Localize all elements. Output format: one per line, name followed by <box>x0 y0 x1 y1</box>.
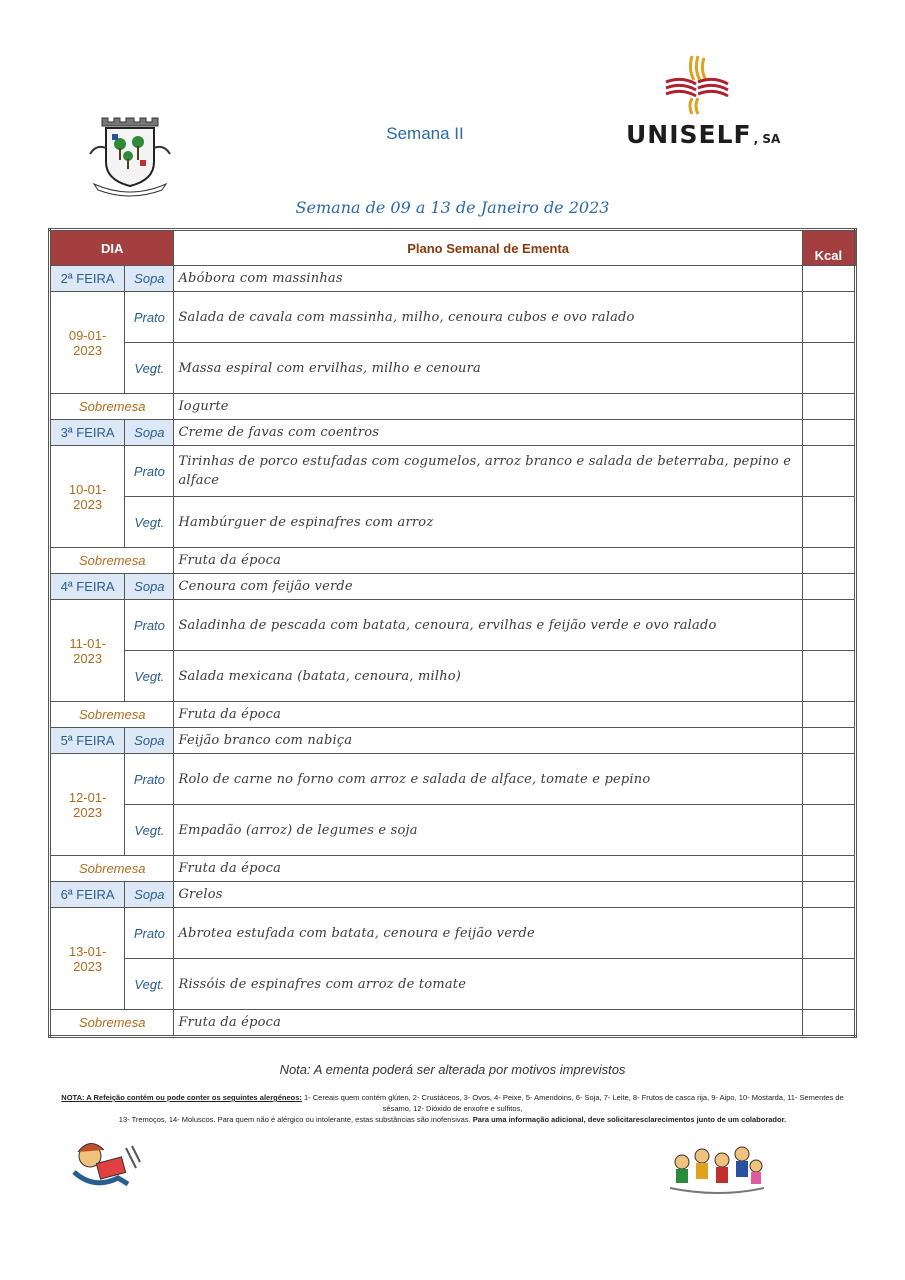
table-row <box>50 548 856 574</box>
table-header-row <box>50 230 856 266</box>
menu-note: Nota: A ementa poderá ser alterada por motivos imprevistos <box>279 1062 626 1077</box>
prato-label: Prato <box>125 908 174 959</box>
municipal-crest-logo <box>80 104 180 204</box>
table-row <box>50 651 856 702</box>
kcal-cell <box>802 882 855 908</box>
sopa-dish: Grelos <box>174 882 802 908</box>
kcal-cell <box>802 908 855 959</box>
table-row <box>50 574 856 600</box>
vegt-dish: Hambúrguer de espinafres com arroz <box>174 497 802 548</box>
vegt-dish: Salada mexicana (batata, cenoura, milho) <box>174 651 802 702</box>
table-row <box>50 702 856 728</box>
vegt-dish: Empadão (arroz) de legumes e soja <box>174 805 802 856</box>
weekday-cell: 4ª FEIRA <box>50 574 125 600</box>
sopa-dish: Cenoura com feijão verde <box>174 574 802 600</box>
vegt-label: Vegt. <box>125 959 174 1010</box>
vegt-label: Vegt. <box>125 497 174 548</box>
sobremesa-label: Sobremesa <box>50 548 174 574</box>
kcal-cell <box>802 702 855 728</box>
sobremesa-dish: Fruta da época <box>174 702 802 728</box>
col-header-dia: DIA <box>50 230 174 266</box>
sobremesa-dish: Fruta da época <box>174 856 802 882</box>
sopa-dish: Creme de favas com coentros <box>174 420 802 446</box>
menu-table <box>48 228 857 1038</box>
kcal-cell <box>802 292 855 343</box>
reading-child-illustration <box>64 1138 148 1188</box>
sobremesa-dish: Iogurte <box>174 394 802 420</box>
kcal-cell <box>802 651 855 702</box>
kcal-cell <box>802 856 855 882</box>
kcal-cell <box>802 446 855 497</box>
table-row <box>50 394 856 420</box>
table-row <box>50 882 856 908</box>
allergen-list-1: 1- Cereais quem contém glúten, 2- Crustáceos, 3- Ovos, 4- Peixe, 5- Amendoins, 6- Soja, 7- Leite, 8- Frutos de casca rija, 9- Aipo, 10- Mostarda, 11- Sementes de sésamo, 12- Dióxido de enxofre e sulfitos, <box>301 1093 844 1113</box>
week-title: Semana II <box>386 124 464 143</box>
weekday-cell: 2ª FEIRA <box>50 266 125 292</box>
vegt-dish: Rissóis de espinafres com arroz de tomate <box>174 959 802 1010</box>
table-row <box>50 266 856 292</box>
kcal-cell <box>802 343 855 394</box>
vegt-label: Vegt. <box>125 651 174 702</box>
week-range-title: Semana de 09 a 13 de Janeiro de 2023 <box>295 198 610 217</box>
vegt-dish: Massa espiral com ervilhas, milho e cenoura <box>174 343 802 394</box>
table-row <box>50 959 856 1010</box>
sopa-label: Sopa <box>125 574 174 600</box>
sopa-dish: Abóbora com massinhas <box>174 266 802 292</box>
kcal-cell <box>802 497 855 548</box>
uniself-mark-icon <box>662 54 732 116</box>
sopa-label: Sopa <box>125 420 174 446</box>
table-row <box>50 343 856 394</box>
table-row <box>50 420 856 446</box>
kcal-cell <box>802 600 855 651</box>
vegt-label: Vegt. <box>125 343 174 394</box>
table-row <box>50 292 856 343</box>
date-cell: 09-01-2023 <box>50 292 125 394</box>
kcal-cell <box>802 1010 855 1037</box>
vegt-label: Vegt. <box>125 805 174 856</box>
prato-dish: Rolo de carne no forno com arroz e salada de alface, tomate e pepino <box>174 754 802 805</box>
sobremesa-dish: Fruta da época <box>174 1010 802 1037</box>
sopa-label: Sopa <box>125 266 174 292</box>
uniself-logo <box>622 54 802 150</box>
weekday-cell: 6ª FEIRA <box>50 882 125 908</box>
sobremesa-label: Sobremesa <box>50 394 174 420</box>
allergen-info: Para uma informação adicional, deve solicitaresclarecimentos junto de um colaborador. <box>472 1115 787 1124</box>
uniself-wordmark: UNISELF , SA <box>626 120 781 149</box>
kcal-cell <box>802 420 855 446</box>
kcal-cell <box>802 754 855 805</box>
prato-dish: Tirinhas de porco estufadas com cogumelos, arroz branco e salada de beterraba, pepino e alface <box>174 446 802 497</box>
col-header-plano: Plano Semanal de Ementa <box>174 230 802 266</box>
children-group-illustration <box>664 1140 768 1194</box>
prato-label: Prato <box>125 754 174 805</box>
prato-label: Prato <box>125 292 174 343</box>
date-cell: 11-01-2023 <box>50 600 125 702</box>
prato-dish: Abrotea estufada com batata, cenoura e feijão verde <box>174 908 802 959</box>
sobremesa-label: Sobremesa <box>50 702 174 728</box>
sopa-dish: Feijão branco com nabiça <box>174 728 802 754</box>
sobremesa-label: Sobremesa <box>50 856 174 882</box>
col-header-kcal: Kcal <box>802 230 855 266</box>
sobremesa-dish: Fruta da época <box>174 548 802 574</box>
date-cell: 12-01-2023 <box>50 754 125 856</box>
date-cell: 13-01-2023 <box>50 908 125 1010</box>
kcal-cell <box>802 574 855 600</box>
table-row <box>50 1010 856 1037</box>
prato-label: Prato <box>125 600 174 651</box>
allergen-list-2: 13- Tremoços, 14- Moluscos. Para quem não é alérgico ou intolerante, estas substâncias são inofensivas. <box>118 1115 473 1124</box>
kcal-cell <box>802 805 855 856</box>
prato-label: Prato <box>125 446 174 497</box>
prato-dish: Salada de cavala com massinha, milho, cenoura cubos e ovo ralado <box>174 292 802 343</box>
sobremesa-label: Sobremesa <box>50 1010 174 1037</box>
allergen-note <box>50 1092 855 1125</box>
kcal-cell <box>802 548 855 574</box>
prato-dish: Saladinha de pescada com batata, cenoura, ervilhas e feijão verde e ovo ralado <box>174 600 802 651</box>
table-row <box>50 754 856 805</box>
kcal-cell <box>802 959 855 1010</box>
table-row <box>50 446 856 497</box>
kcal-cell <box>802 728 855 754</box>
sopa-label: Sopa <box>125 728 174 754</box>
table-row <box>50 497 856 548</box>
table-row <box>50 805 856 856</box>
sopa-label: Sopa <box>125 882 174 908</box>
date-cell: 10-01-2023 <box>50 446 125 548</box>
allergen-title: NOTA: A Refeição contém ou pode conter os seguintes alergéneos: <box>61 1093 302 1102</box>
weekday-cell: 3ª FEIRA <box>50 420 125 446</box>
weekday-cell: 5ª FEIRA <box>50 728 125 754</box>
table-row <box>50 908 856 959</box>
table-row <box>50 600 856 651</box>
kcal-cell <box>802 394 855 420</box>
table-row <box>50 728 856 754</box>
table-row <box>50 856 856 882</box>
kcal-cell <box>802 266 855 292</box>
